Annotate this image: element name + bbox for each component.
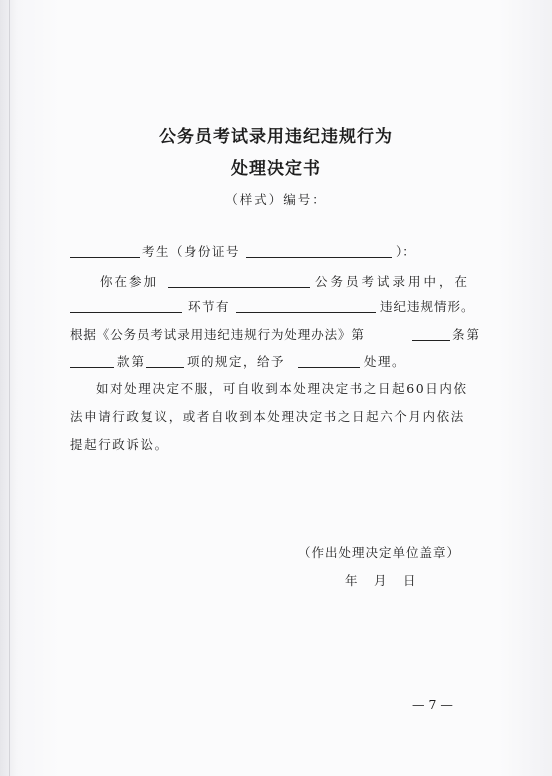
clause-blank	[70, 353, 114, 368]
penalty-blank	[298, 353, 360, 368]
examinee-name-blank	[70, 243, 140, 258]
page-number: — 7 —	[412, 697, 453, 712]
examinee-label: 考生（身份证号	[142, 244, 241, 259]
examinee-close: ）：	[396, 244, 415, 259]
seal-instruction: （作出处理决定单位盖章）	[298, 545, 461, 560]
document-title-line2: 处理决定书	[231, 159, 321, 179]
article-label: 条第	[452, 327, 482, 342]
id-number-blank	[246, 243, 392, 258]
penalty-label: 处理。	[364, 354, 407, 369]
document-subtitle: （样式）编号：	[225, 192, 327, 207]
document-title-line1: 公务员考试录用违纪违规行为	[159, 127, 393, 147]
scan-edge-line	[9, 0, 10, 776]
item-label: 项的规定，给予	[187, 354, 286, 369]
stage-label: 环节有	[188, 299, 231, 314]
basis-text: 根据《公务员考试录用违纪违规行为处理办法》第	[70, 327, 365, 342]
clause-label: 款第	[117, 354, 147, 369]
exam-mid: 公务员考试录用中，在	[315, 274, 471, 289]
stage-blank	[70, 298, 182, 313]
item-blank	[146, 353, 184, 368]
violation-blank	[236, 298, 376, 313]
stage-end: 违纪违规情形。	[380, 299, 475, 314]
exam-name-blank	[168, 273, 310, 288]
exam-lead: 你在参加	[100, 274, 159, 289]
date-line: 年 月 日	[345, 573, 418, 588]
article-blank	[412, 326, 450, 341]
appeal-notice: 如对处理决定不服，可自收到本处理决定书之日起60日内依法申请行政复议，或者自收到本处理决定书之日起六个月内依法提起行政诉讼。	[70, 381, 468, 452]
